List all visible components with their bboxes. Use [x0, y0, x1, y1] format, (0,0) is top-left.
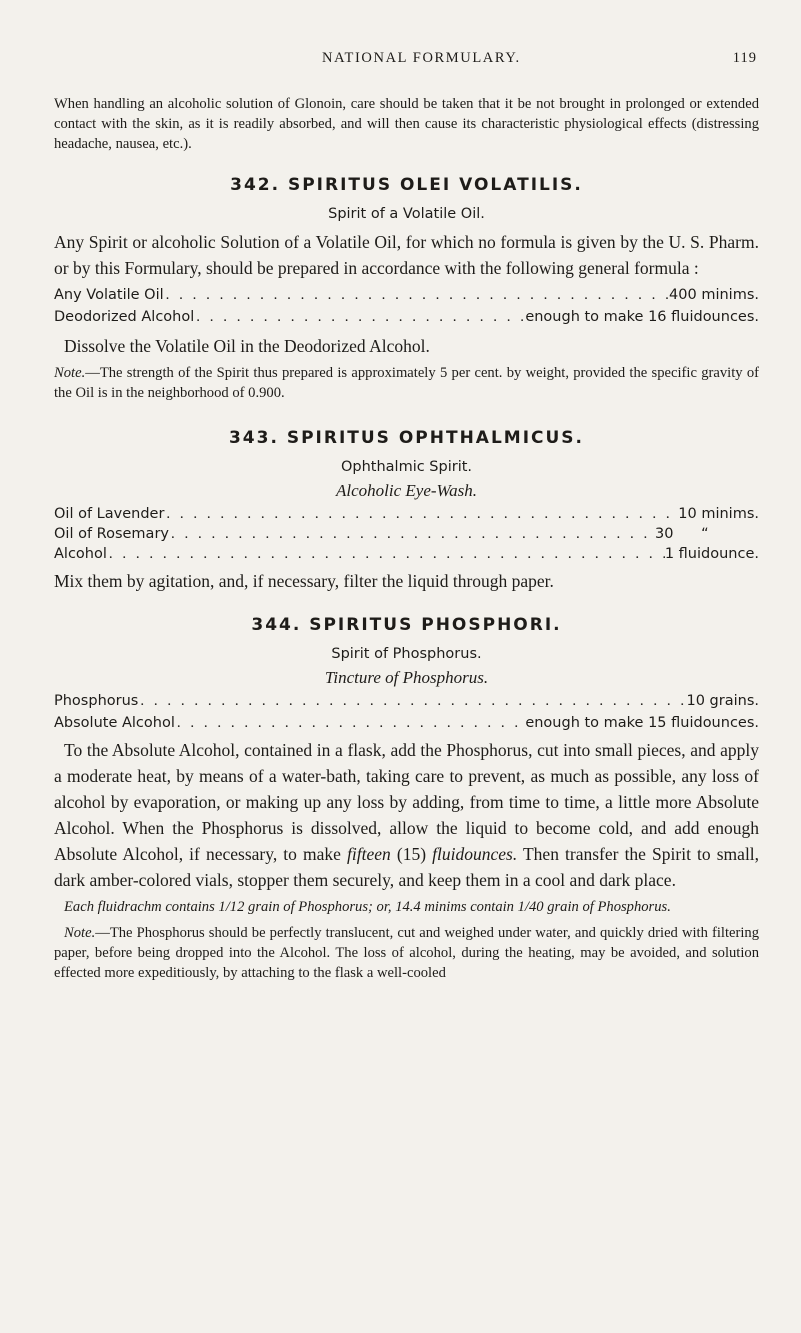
formula-row — [54, 285, 759, 305]
ingredient-amount: 400 minims. — [669, 287, 759, 303]
section-342-heading: 342. SPIRITUS OLEI VOLATILIS. — [230, 175, 583, 195]
section-344-heading: 344. SPIRITUS PHOSPHORI. — [251, 615, 562, 635]
section-343-formula — [54, 504, 759, 564]
ingredient-name: Oil of Rosemary — [54, 526, 169, 542]
note-label: Note. — [64, 925, 96, 941]
leader-dots — [194, 307, 525, 327]
section-343-alt-name: Alcoholic Eye-Wash. — [336, 481, 477, 500]
note-text: —The Phosphorus should be perfectly translucent, cut and weighed under water, and quickly dried with filtering paper, before being dropped into the Alcohol. The loss of alcohol, during the heating, may be avoided, and solution effected more expeditiously, by attaching to the flask a well-cooled — [54, 925, 759, 981]
note-label: Note. — [54, 365, 86, 381]
section-344-directions — [54, 737, 759, 893]
leader-dots — [169, 524, 655, 544]
section-342-formula — [54, 285, 759, 327]
section-344-dose-line: Each fluidrachm contains 1/12 grain of Phosphorus; or, 14.4 minims contain 1/40 grain of Phosphorus. — [64, 899, 671, 915]
section-342-instruction: Dissolve the Volatile Oil in the Deodorized Alcohol. — [64, 336, 430, 356]
directions-italic: fluidounces. — [432, 844, 518, 864]
running-header — [0, 50, 801, 74]
section-343-subtitle: Ophthalmic Spirit. — [340, 459, 473, 475]
ingredient-name: Deodorized Alcohol — [54, 309, 195, 325]
formula-row — [54, 544, 759, 564]
ingredient-amount: 10 minims. — [678, 506, 759, 522]
ingredient-amount: 1 fluidounce. — [664, 546, 759, 562]
leader-dots — [175, 713, 525, 733]
section-344-alt-name: Tincture of Phosphorus. — [324, 668, 489, 687]
ingredient-amount: 10 grains. — [686, 693, 759, 709]
section-342-subtitle: Spirit of a Volatile Oil. — [328, 206, 485, 222]
directions-text: Then transfer the Spirit to small, dark amber-colored vials, stopper them securely, and keep them in a cool and dark place. — [54, 844, 760, 890]
ingredient-amount: enough to make 15 fluidounces. — [525, 715, 759, 731]
section-344-formula — [54, 691, 759, 733]
formula-row — [54, 524, 759, 544]
directions-number: (15) — [396, 844, 427, 864]
section-342-intro: Any Spirit or alcoholic Solution of a Volatile Oil, for which no formula is given by the U. S. Pharm. or by this Formulary, should be prepared in accordance with the following general formula : — [54, 232, 759, 278]
leader-dots — [138, 691, 686, 711]
ingredient-amount: 30 “ — [655, 526, 709, 542]
formula-row — [54, 307, 759, 327]
section-343-heading: 343. SPIRITUS OPHTHALMICUS. — [228, 428, 585, 448]
leader-dots — [107, 544, 665, 564]
section-343-instruction: Mix them by agitation, and, if necessary, filter the liquid through paper. — [54, 571, 554, 591]
section-342-note — [54, 363, 759, 403]
intro-paragraph: When handling an alcoholic solution of Glonoin, care should be taken that it be not brought in prolonged or extended contact with the skin, as it is readily absorbed, and will then cause its characteristic physiological effects (distressing headache, nausea, etc.). — [54, 96, 759, 152]
page-number: 119 — [732, 50, 757, 66]
leader-dots — [164, 285, 669, 305]
running-title: NATIONAL FORMULARY. — [322, 50, 521, 66]
ingredient-name: Oil of Lavender — [54, 506, 165, 522]
directions-text: To the Absolute Alcohol, contained in a flask, add the Phosphorus, cut into small pieces, and apply a moderate heat, by means of a water-bath, taking care to prevent, as much as possible, any loss of alcohol by evaporation, or making up any loss by adding, from time to time, a little more Absolute Alcohol. When the Phosphorus is dissolved, allow the liquid to become cold, and add enough Absolute Alcohol, if necessary, to make — [54, 740, 759, 864]
ingredient-name: Phosphorus — [54, 693, 139, 709]
section-344-note — [54, 923, 759, 983]
section-344-subtitle: Spirit of Phosphorus. — [331, 646, 482, 662]
ingredient-name: Any Volatile Oil — [54, 287, 164, 303]
formula-row — [54, 691, 759, 711]
ingredient-name: Absolute Alcohol — [54, 715, 175, 731]
page-content — [54, 94, 759, 983]
ingredient-name: Alcohol — [54, 546, 107, 562]
leader-dots — [164, 504, 678, 524]
note-text: —The strength of the Spirit thus prepared is approximately 5 per cent. by weight, provided the specific gravity of the Oil is in the neighborhood of 0.900. — [54, 365, 759, 401]
directions-italic: fifteen — [347, 844, 391, 864]
formula-row — [54, 504, 759, 524]
formula-row — [54, 713, 759, 733]
ingredient-amount: enough to make 16 fluidounces. — [525, 309, 759, 325]
